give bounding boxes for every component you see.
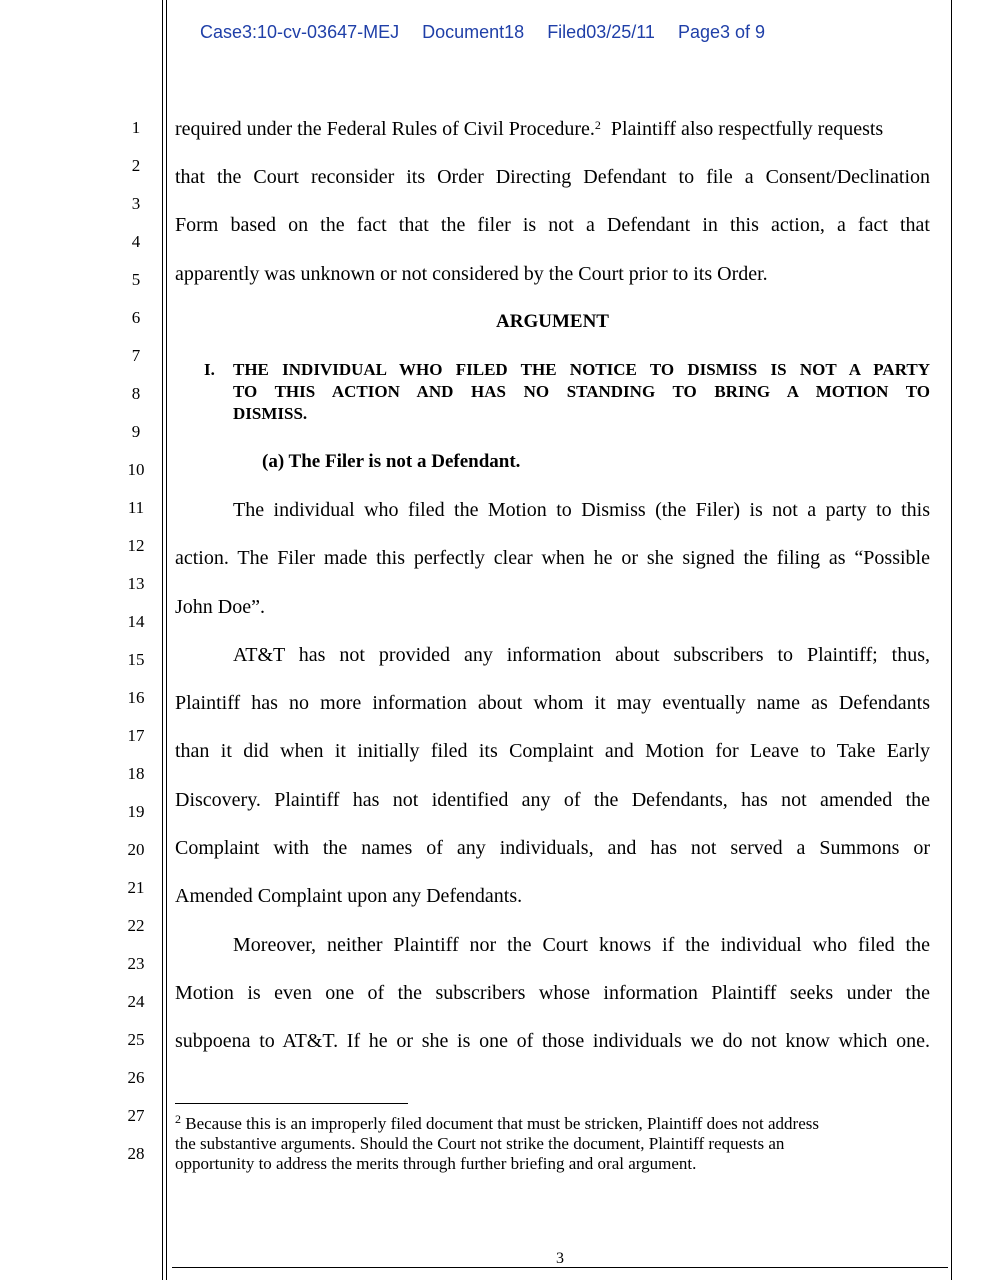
footnote-reference: 2 [594,118,601,132]
line-number: 20 [127,840,145,859]
line-number: 16 [127,688,145,707]
line-number: 23 [127,954,145,973]
paragraph-1-line-4: apparently was unknown or not considered by the Court prior to its Order. [175,263,768,285]
header-case-number: Case3:10-cv-03647-MEJ [200,22,400,42]
paragraph-3-line-6: Amended Complaint upon any Defendants. [175,885,523,907]
line-number: 15 [127,650,145,669]
line-number: 26 [127,1068,145,1087]
line-number: 7 [131,346,141,365]
paragraph-1-line-1-rest: Plaintiff also respectfully requests [600,118,884,140]
line-number: 27 [127,1106,145,1125]
line-number: 19 [127,802,145,821]
paragraph-4-line-1: Moreover, neither Plaintiff nor the Court knows if the individual who filed the [233,934,930,956]
line-number: 9 [131,422,141,441]
section-heading-line-1: THE INDIVIDUAL WHO FILED THE NOTICE TO DISMISS IS NOT A PARTY [233,360,930,379]
paragraph-1-line-3: Form based on the fact that the filer is not a Defendant in this action, a fact that [175,214,930,236]
paragraph-3-line-1: AT&T has not provided any information about subscribers to Plaintiff; thus, [233,644,930,666]
paragraph-1-line-2: that the Court reconsider its Order Directing Defendant to file a Consent/Declination [175,166,930,188]
line-number: 18 [127,764,145,783]
line-number: 24 [127,992,145,1011]
line-number: 5 [131,270,141,289]
page-number: 3 [556,1250,564,1267]
header-document: Document18 [422,22,525,42]
argument-heading: ARGUMENT [496,311,609,332]
line-number: 13 [127,574,145,593]
line-number: 12 [127,536,145,555]
line-number: 22 [127,916,145,935]
paragraph-1-line-1 [175,117,930,141]
line-number: 28 [127,1144,145,1163]
section-heading-line-2: TO THIS ACTION AND HAS NO STANDING TO BRING A MOTION TO [233,382,930,401]
footnote-line-1 [175,1114,935,1133]
paragraph-4-line-3: subpoena to AT&T. If he or she is one of those individuals we do not know which one. [175,1030,930,1052]
line-number: 17 [127,726,145,745]
right-margin-rule [951,0,952,1280]
line-number: 6 [131,308,141,327]
line-number: 25 [127,1030,145,1049]
footnote-separator [175,1103,408,1104]
paragraph-3-line-5: Complaint with the names of any individuals, and has not served a Summons or [175,837,930,859]
paragraph-1-line-1-text: required under the Federal Rules of Civil Procedure. [175,118,595,140]
paragraph-2-line-1: The individual who filed the Motion to Dismiss (the Filer) is not a party to this [233,499,930,521]
line-number: 4 [131,232,141,251]
line-number: 1 [131,118,141,137]
line-number: 10 [127,460,145,479]
left-margin-rule-outer [162,0,163,1280]
section-heading-line-3: DISMISS. [233,404,308,423]
line-number: 11 [127,498,145,517]
footnote-marker: 2 [175,1112,181,1126]
footnote-line-1-text: Because this is an improperly filed document that must be stricken, Plaintiff does not address [181,1114,819,1133]
paragraph-2-line-2: action. The Filer made this perfectly clear when he or she signed the filing as “Possible [175,547,930,569]
paragraph-3-line-3: than it did when it initially filed its Complaint and Motion for Leave to Take Early [175,740,930,762]
footnote-line-3: opportunity to address the merits through further briefing and oral argument. [175,1154,697,1173]
line-number: 3 [131,194,141,213]
footnote-line-2: the substantive arguments. Should the Court not strike the document, Plaintiff requests an [175,1134,785,1153]
header-filed-date: Filed03/25/11 [547,22,655,42]
line-number: 21 [127,878,145,897]
paragraph-4-line-2: Motion is even one of the subscribers whose information Plaintiff seeks under the [175,982,930,1004]
section-number: I. [204,360,215,379]
paragraph-3-line-2: Plaintiff has no more information about whom it may eventually name as Defendants [175,692,930,714]
paragraph-3-line-4: Discovery. Plaintiff has not identified any of the Defendants, has not amended the [175,789,930,811]
subheading-a: (a) The Filer is not a Defendant. [262,451,521,472]
line-number: 8 [131,384,141,403]
left-margin-rule-inner [166,0,167,1280]
line-number: 2 [131,156,141,175]
ecf-header [200,22,783,43]
line-number: 14 [127,612,145,631]
header-page: Page3 of 9 [677,22,766,42]
paragraph-2-line-3: John Doe”. [175,596,265,618]
